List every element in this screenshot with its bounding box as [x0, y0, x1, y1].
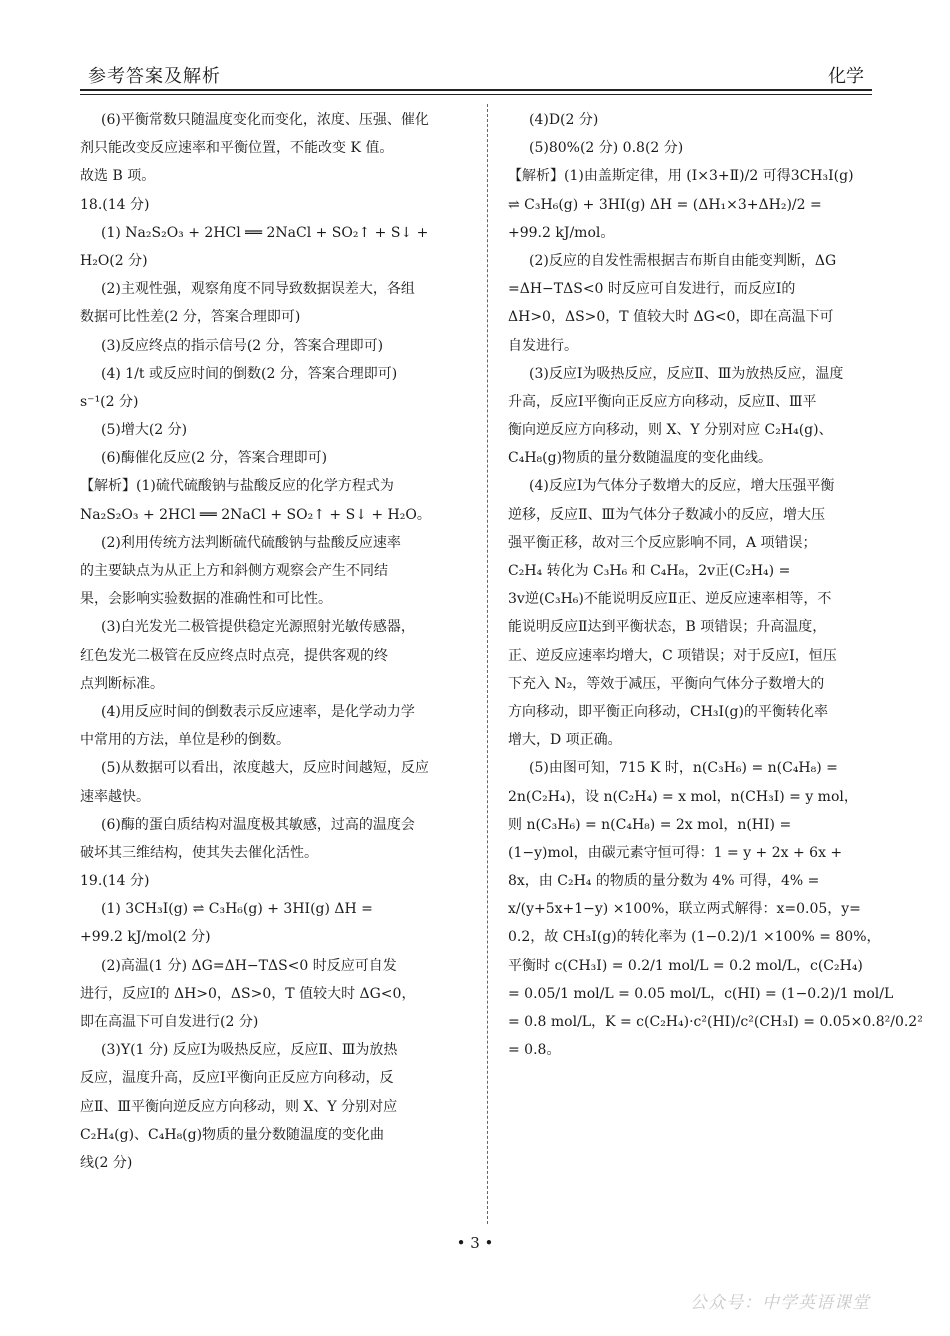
text-line: 正、逆反应速率均增大，C 项错误；对于反应Ⅰ，恒压: [508, 647, 837, 664]
text-line: Na₂S₂O₃ + 2HCl ══ 2NaCl + SO₂↑ + S↓ + H₂O。: [80, 506, 431, 523]
text-line: C₂H₄ 转化为 C₃H₆ 和 C₄H₈，2v正(C₂H₄) =: [508, 563, 791, 579]
text-line: +99.2 kJ/mol。: [508, 224, 615, 241]
text-line: 方向移动，即平衡正向移动，CH₃I(g)的平衡转化率: [508, 703, 828, 720]
text-line: H₂O(2 分): [80, 252, 148, 269]
header-rule: [80, 89, 872, 91]
text-line: +99.2 kJ/mol(2 分): [80, 929, 211, 946]
text-line: (4)反应Ⅰ为气体分子数增大的反应，增大压强平衡: [529, 478, 835, 495]
text-line: ΔH>0，ΔS>0，T 值较大时 ΔG<0，即在高温下可: [508, 309, 834, 326]
text-line: 强平衡正移，故对三个反应影响不同，A 项错误；: [508, 534, 817, 551]
text-line: 平衡时 c(CH₃I) = 0.2/1 mol/L = 0.2 mol/L，c(C₂H₄): [508, 957, 863, 974]
text-line: 衡向逆反应方向移动，则 X、Y 分别对应 C₂H₄(g)、: [508, 422, 833, 439]
text-line: 进行，反应Ⅰ的 ΔH>0，ΔS>0，T 值较大时 ΔG<0，: [80, 985, 416, 1002]
text-line: 自发进行。: [508, 337, 578, 354]
text-line: 点判断标准。: [80, 675, 164, 692]
text-line: 即在高温下可自发进行(2 分): [80, 1014, 259, 1030]
text-line: ⇌ C₃H₆(g) + 3HI(g) ΔH = (ΔH₁×3+ΔH₂)/2 =: [508, 196, 822, 213]
text-line: (3)反应终点的指示信号(2 分，答案合理即可): [101, 337, 384, 354]
text-line: (2)高温(1 分) ΔG=ΔH−TΔS<0 时反应可自发: [101, 957, 397, 974]
text-line: = 0.05/1 mol/L = 0.05 mol/L，c(HI) = (1−0.2)/1 mol/L: [508, 985, 894, 1002]
text-line: 19.(14 分): [80, 873, 150, 890]
text-line: 反应，温度升高，反应Ⅰ平衡向正反应方向移动，反: [80, 1070, 394, 1087]
watermark: 公众号：中学英语课堂: [690, 1293, 870, 1313]
text-line: 速率越快。: [80, 788, 150, 805]
text-line: 3v逆(C₃H₆)不能说明反应Ⅱ正、逆反应速率相等，不: [508, 591, 832, 608]
text-line: = 0.8。: [508, 1042, 561, 1059]
text-line: 0.2，故 CH₃I(g)的转化率为 (1−0.2)/1 ×100% = 80%，: [508, 929, 881, 946]
text-line: 中常用的方法，单位是秒的倒数。: [80, 732, 290, 749]
text-line: 故选 B 项。: [80, 168, 156, 185]
text-line: (4)用反应时间的倒数表示反应速率，是化学动力学: [101, 703, 415, 720]
text-line: 8x，由 C₂H₄ 的物质的量分数为 4% 可得，4% =: [508, 873, 820, 890]
text-line: (1) Na₂S₂O₃ + 2HCl ══ 2NaCl + SO₂↑ + S↓ +: [101, 224, 429, 241]
text-line: 果，会影响实验数据的准确性和可比性。: [80, 591, 332, 608]
text-line: 【解析】(1)硫代硫酸钠与盐酸反应的化学方程式为: [80, 478, 394, 495]
text-line: (1) 3CH₃I(g) ⇌ C₃H₆(g) + 3HI(g) ΔH =: [101, 901, 373, 918]
text-line: 应Ⅱ、Ⅲ平衡向逆反应方向移动，则 X、Y 分别对应: [80, 1098, 398, 1115]
text-line: 能说明反应Ⅱ达到平衡状态，B 项错误；升高温度，: [508, 619, 827, 636]
text-line: 2n(C₂H₄)，设 n(C₂H₄) = x mol，n(CH₃I) = y mol，: [508, 788, 858, 805]
text-line: 破坏其三维结构，使其失去催化活性。: [80, 844, 318, 861]
text-line: (4) 1/t 或反应时间的倒数(2 分，答案合理即可): [101, 365, 398, 382]
text-line: 增大，D 项正确。: [508, 732, 622, 749]
right-column: [508, 106, 923, 1064]
text-line: 升高，反应Ⅰ平衡向正反应方向移动，反应Ⅱ、Ⅲ平: [508, 393, 817, 410]
text-line: (2)利用传统方法判断硫代硫酸钠与盐酸反应速率: [101, 534, 401, 551]
text-line: 的主要缺点为从正上方和斜侧方观察会产生不同结: [80, 563, 388, 579]
text-line: (2)反应的自发性需根据吉布斯自由能变判断，ΔG: [529, 252, 837, 269]
text-line: (3)反应Ⅰ为吸热反应，反应Ⅱ、Ⅲ为放热反应，温度: [529, 365, 844, 382]
left-column: [80, 106, 465, 1177]
column-divider: [487, 104, 488, 1224]
page-header: [80, 58, 872, 88]
text-line: =ΔH−TΔS<0 时反应可自发进行，而反应Ⅰ的: [508, 281, 796, 298]
text-line: 则 n(C₃H₆) = n(C₄H₈) = 2x mol，n(HI) =: [508, 816, 792, 833]
text-line: C₄H₈(g)物质的量分数随温度的变化曲线。: [508, 450, 773, 467]
text-line: (2)主观性强，观察角度不同导致数据误差大，各组: [101, 281, 415, 298]
text-line: 下充入 N₂，等效于减压，平衡向气体分子数增大的: [508, 675, 825, 692]
text-line: (5)增大(2 分): [101, 422, 188, 439]
text-line: (6)平衡常数只随温度变化而变化，浓度、压强、催化: [101, 112, 429, 128]
text-line: 18.(14 分): [80, 196, 150, 213]
text-line: 剂只能改变反应速率和平衡位置，不能改变 K 值。: [80, 140, 394, 157]
text-line: 数据可比性差(2 分，答案合理即可): [80, 309, 301, 326]
text-line: C₂H₄(g)、C₄H₈(g)物质的量分数随温度的变化曲: [80, 1126, 385, 1143]
text-line: = 0.8 mol/L，K = c(C₂H₄)·c²(HI)/c²(CH₃I) = 0.05×0.8²/0.2²: [508, 1014, 923, 1030]
header-title: 参考答案及解析: [88, 66, 221, 87]
text-line: 逆移，反应Ⅱ、Ⅲ为气体分子数减小的反应，增大压: [508, 506, 826, 523]
text-line: 【解析】(1)由盖斯定律，用 (Ⅰ×3+Ⅱ)/2 可得3CH₃I(g): [508, 168, 854, 185]
header-rule-thin: [80, 94, 872, 95]
text-line: (6)酶催化反应(2 分，答案合理即可): [101, 450, 328, 467]
text-line: (5)80%(2 分) 0.8(2 分): [529, 140, 684, 157]
page-number: • 3 •: [456, 1234, 494, 1252]
text-line: (5)从数据可以看出，浓度越大，反应时间越短，反应: [101, 760, 429, 777]
text-line: (4)D(2 分): [529, 112, 599, 128]
text-line: (5)由图可知，715 K 时，n(C₃H₆) = n(C₄H₈) =: [529, 760, 838, 777]
text-line: (1−y)mol，由碳元素守恒可得：1 = y + 2x + 6x +: [508, 844, 843, 861]
text-line: (3)Y(1 分) 反应Ⅰ为吸热反应，反应Ⅱ、Ⅲ为放热: [101, 1042, 398, 1059]
text-line: s⁻¹(2 分): [80, 393, 139, 410]
text-line: 红色发光二极管在反应终点时点亮，提供客观的终: [80, 647, 388, 664]
text-line: x/(y+5x+1−y) ×100%，联立两式解得：x=0.05，y=: [508, 901, 861, 918]
text-line: (3)白光发光二极管提供稳定光源照射光敏传感器，: [101, 619, 415, 636]
header-subject: 化学: [828, 66, 864, 87]
text-line: (6)酶的蛋白质结构对温度极其敏感，过高的温度会: [101, 816, 415, 833]
text-line: 线(2 分): [80, 1154, 133, 1171]
